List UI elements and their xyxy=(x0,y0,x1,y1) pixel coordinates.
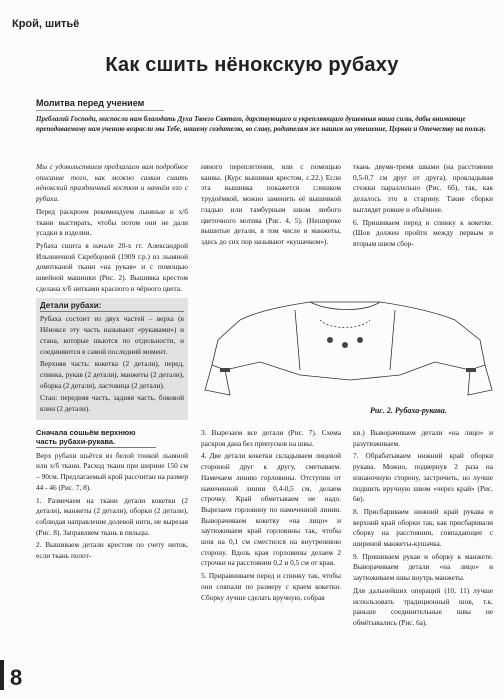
column-1 xyxy=(36,162,188,564)
step: 5. Приравниваем перед и спинку так, чтобы они совпали по размеру с краем кокетки. Сборку лучше сделать вручную, собрав xyxy=(201,571,341,602)
column-3-bottom xyxy=(353,428,493,631)
figure-caption: Рис. 2. Рубаха-рукава. xyxy=(370,406,447,415)
paragraph: Верх рубахи шьётся из белой тонкой льняной или х/б ткани. Расход ткани при ширине 150 см – 90см. Предлагаемый крой рассчитан на размер 44 - 46 (Рис. 7, 8). xyxy=(36,450,188,492)
column-3-top xyxy=(353,162,493,252)
paragraph: Перед раскроем рекомендуем льняные и х/б ткани выстирать, чтобы потом они не дали усадки в изделии. xyxy=(36,206,188,238)
paragraph: Для дальнейших операций (10, 11) лучше использовать традиционный шов, т.к. раньше соединительные швы не обмётывались (Рис. 6а). xyxy=(353,585,493,627)
subheading: Сначала сошьём верхнюю часть рубахи-рукава. xyxy=(36,428,156,448)
section-label: Крой, шитьё xyxy=(12,18,80,30)
prayer-title: Молитва перед учением xyxy=(36,98,164,111)
page-tab-marker xyxy=(0,660,4,690)
step: 6. Пришиваем перед и спинку к кокетке. (Шов должен пройти между первым и вторым швом сбор- xyxy=(353,217,493,248)
details-paragraph: Верхняя часть: кокетка (2 детали), перед, спинка, рукав (2 детали), манжеты (2 детали), оборка (2 детали), ластовица (2 детали). xyxy=(40,359,184,390)
paragraph: ки.) Выворачиваем детали «на лицо» и разутюживаем. xyxy=(353,428,493,448)
step: 9. Пришиваем рукав и оборку к манжете. Выворачиваем детали «на лицо» и заутюживаем швы внутрь манжеты. xyxy=(353,551,493,583)
column-2-bottom xyxy=(201,428,341,605)
paragraph: ткань двумя-тремя швами (на расстоянии 0,5-0,7 см друг от друга), прокладывая стежки параллельно (Рис. 6б), так, как делалось это в старину. Такие сборки выглядят ровнее и объёмнее. xyxy=(353,162,493,214)
details-box xyxy=(36,298,188,419)
article-title: Как сшить нёнокскую рубаху xyxy=(105,54,399,76)
step: 4. Две детали кокетки складываем лицевой стороной друг к другу, сметываем. Намечаем линию горловины. Отступив от намеченной линии 0,4-0,5 см, делаем строчку. Край обметываем не надо. Вырезаем горловину по намеченной линии. Выворачиваем кокетку «на лицо» и заутюживаем край горловины так, чтобы шов на 0,1 см сместился на внутреннюю сторону. Вдоль края горловины делаем 2 строчки на расстоянии 0,2 и 0,5 см от края. xyxy=(201,451,341,568)
paragraph: Рубаха сшита в начале 20-х гг. Александрой Ильиничной Скребцовой (1909 г.р.) из льняной домотканой ткани «на рукав» и с помощью швейной машинки (Рис. 2). Вышивка крестом сделана х/б нитками красного и чёрного цвета. xyxy=(36,240,188,293)
step: 3. Вырезаем все детали (Рис. 7). Схема раскроя дана без припусков на швы. xyxy=(201,428,341,448)
step: 1. Размечаем на ткани детали кокетки (2 детали), манжеты (2 детали), оборки (2 детали), соблюдая направление долевой нити, не вырезая (Рис. 8). Заправляем ткань в пяльцы. xyxy=(36,495,188,537)
step: 7. Обрабатываем нижний край оборки рукава. Можно, подвернув 2 раза на изнаночную сторону, застрочить, но лучше подшить вручную швом «через край» (Рис. 6в). xyxy=(353,451,493,504)
step: 2. Вышиваем детали крестом по счету ниток, если ткань полот- xyxy=(36,540,188,561)
shirt-illustration xyxy=(200,250,496,410)
intro-paragraph: Мы с удовольствием предлагаем вам подробное описание того, как можно самим сшить нёнокский праздничный костюм и начнём его с рубахи. xyxy=(36,162,188,204)
prayer-text: Преблагий Господи, ниспосли нам благодать Духа Твоего Святаго, дарствующаго и укрепляющаго душевныя наша силы, дабы внимающе преподаваемому нам учению возрасли мы Тебе, нашему создателю, во славу, родителям же нашим на утешение, Церкви и Отечеству на пользу. xyxy=(36,115,486,133)
prayer-block xyxy=(36,98,486,134)
details-paragraph: Рубаха состоит из двух частей – верха (в Нёноксе эту часть называют «рукавами») и стана, которые шьются по отдельности, и соединяются в самой последний момент. xyxy=(40,314,184,356)
column-2-top xyxy=(201,162,341,250)
step: 8. Присбариваем нижний край рукава и верхний край оборки так, как присбаривали сборку на расстоянии, совпадающее с шириной манжеты-кушачка. xyxy=(353,506,493,549)
details-title: Детали рубахи: xyxy=(40,301,184,312)
paragraph: няного переплетения, или с помощью канвы. (Курс вышивки крестом, с.22.) Если эта вышивка покажется слишком трудоёмкой, можно заменить её вышивкой гладью или тамбурным швом любого цветочного мотива (Рис. 4, 5). (Нешироке вышитые детали, в том числе и манжеты, здесь до сих пор называют «кушачком»). xyxy=(201,162,341,246)
details-paragraph: Стан: передняя часть, задняя часть, боковой клин (2 детали). xyxy=(40,393,184,414)
page-number: 8 xyxy=(10,665,23,690)
